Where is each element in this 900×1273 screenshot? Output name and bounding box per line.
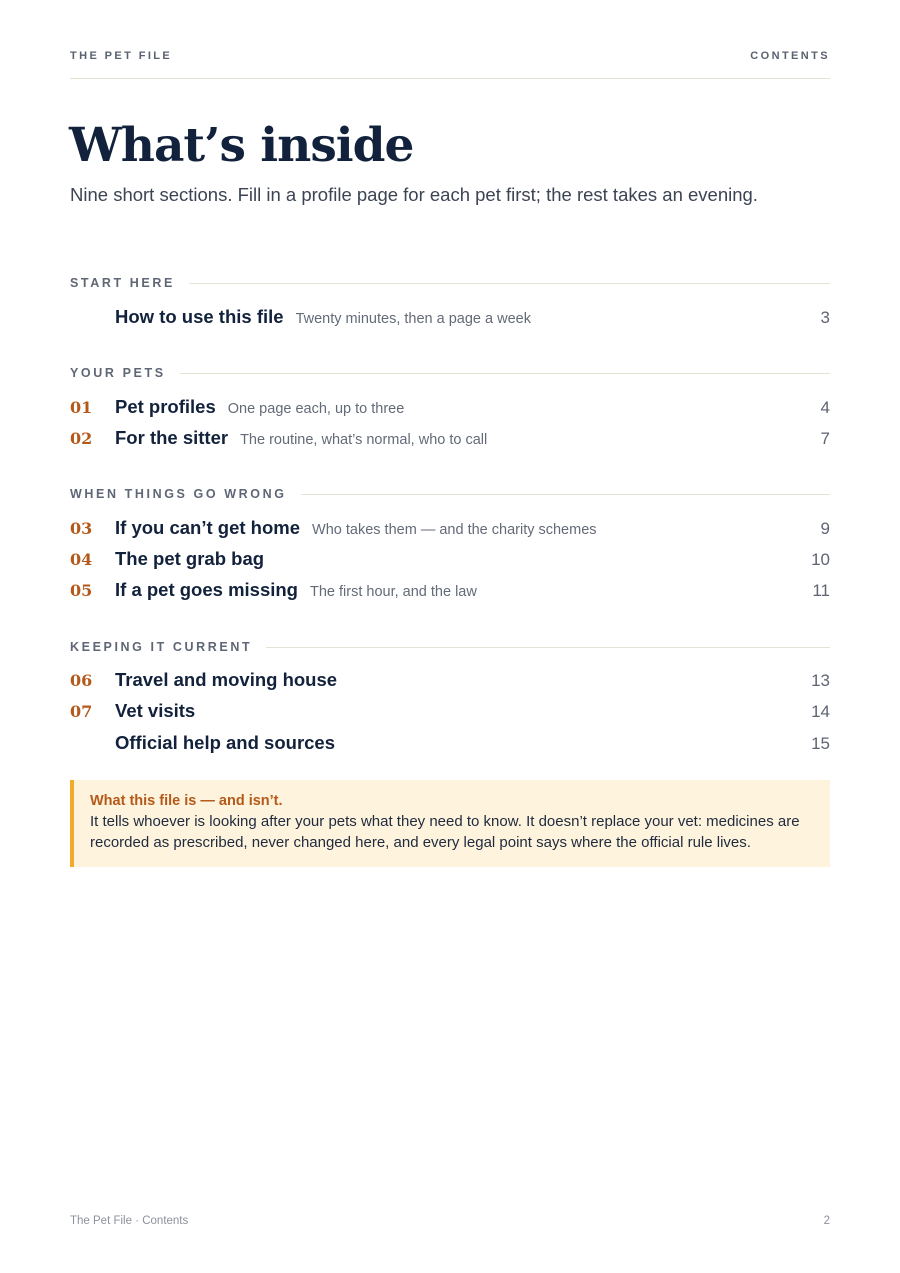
section-rule — [180, 373, 830, 374]
toc-entry-pet-missing[interactable] — [70, 579, 830, 607]
entry-page-number: 11 — [812, 581, 830, 600]
entry-title: Pet profiles — [115, 396, 216, 417]
entry-description: The first hour, and the law — [310, 584, 477, 600]
entry-title: Official help and sources — [115, 732, 336, 753]
entry-page-number: 13 — [811, 671, 830, 690]
page-footer — [70, 1215, 830, 1227]
entry-number: 03 — [70, 519, 93, 538]
section-heading-keeping-it-current — [70, 637, 830, 657]
entry-description: Twenty minutes, then a page a week — [295, 311, 531, 327]
section-label: WHEN THINGS GO WRONG — [70, 487, 287, 501]
entry-title: Travel and moving house — [115, 669, 338, 690]
toc-entry-pet-profiles[interactable] — [70, 396, 830, 424]
footer-label: The Pet File · Contents — [70, 1215, 189, 1227]
section-label: START HERE — [70, 276, 175, 290]
section-heading-start-here — [70, 273, 830, 293]
entry-page-number: 14 — [811, 702, 830, 721]
entry-page-number: 15 — [811, 734, 830, 753]
entry-number: 01 — [70, 398, 93, 417]
entry-title: For the sitter — [115, 427, 229, 448]
callout-note — [70, 780, 830, 867]
entry-number: 05 — [70, 581, 93, 600]
section-label: YOUR PETS — [70, 366, 166, 380]
toc-entry-how-to-use[interactable] — [70, 306, 830, 334]
running-header — [70, 50, 830, 62]
toc-entry-cant-get-home[interactable] — [70, 517, 830, 545]
toc-entry-travel-moving[interactable] — [70, 669, 830, 697]
entry-page-number: 7 — [820, 429, 830, 448]
entry-page-number: 3 — [820, 308, 830, 327]
page-subtitle: Nine short sections. Fill in a profile page for each pet first; the rest takes an evening. — [70, 184, 758, 205]
entry-title: If a pet goes missing — [115, 579, 298, 600]
footer-page-number: 2 — [823, 1215, 830, 1227]
header-rule — [70, 78, 830, 79]
section-rule — [189, 283, 830, 284]
page-title: What’s inside — [69, 118, 414, 173]
section-heading-when-things-go-wrong — [70, 484, 830, 504]
section-rule — [266, 647, 830, 648]
header-section: CONTENTS — [750, 50, 830, 62]
callout-text: It tells whoever is looking after your pets what they need to know. It doesn’t replace your vet: medicines are recorded as prescribed, never changed here, and every legal point says where the official rule lives. — [90, 813, 800, 851]
section-label: KEEPING IT CURRENT — [70, 640, 253, 654]
entry-description: One page each, up to three — [227, 401, 405, 417]
header-brand: THE PET FILE — [70, 50, 173, 62]
entry-page-number: 9 — [820, 519, 830, 538]
callout-title: What this file is — and isn’t. — [90, 793, 283, 809]
entry-title: The pet grab bag — [115, 548, 265, 569]
entry-description: The routine, what’s normal, who to call — [240, 432, 488, 448]
toc-entry-vet-visits[interactable] — [70, 700, 830, 728]
entry-number: 02 — [70, 429, 93, 448]
entry-number: 06 — [70, 671, 93, 690]
entry-number: 07 — [70, 702, 93, 721]
section-rule — [301, 494, 830, 495]
toc-entry-for-the-sitter[interactable] — [70, 427, 830, 455]
entry-title: How to use this file — [115, 306, 284, 327]
entry-description: Who takes them — and the charity schemes — [312, 522, 597, 538]
entry-title: If you can’t get home — [115, 517, 301, 538]
entry-number: 04 — [70, 550, 93, 569]
entry-page-number: 4 — [820, 398, 830, 417]
entry-title: Vet visits — [115, 700, 196, 721]
section-heading-your-pets — [70, 363, 830, 383]
toc-entry-official-help[interactable] — [70, 732, 830, 760]
entry-page-number: 10 — [811, 550, 830, 569]
toc-entry-grab-bag[interactable] — [70, 548, 830, 576]
